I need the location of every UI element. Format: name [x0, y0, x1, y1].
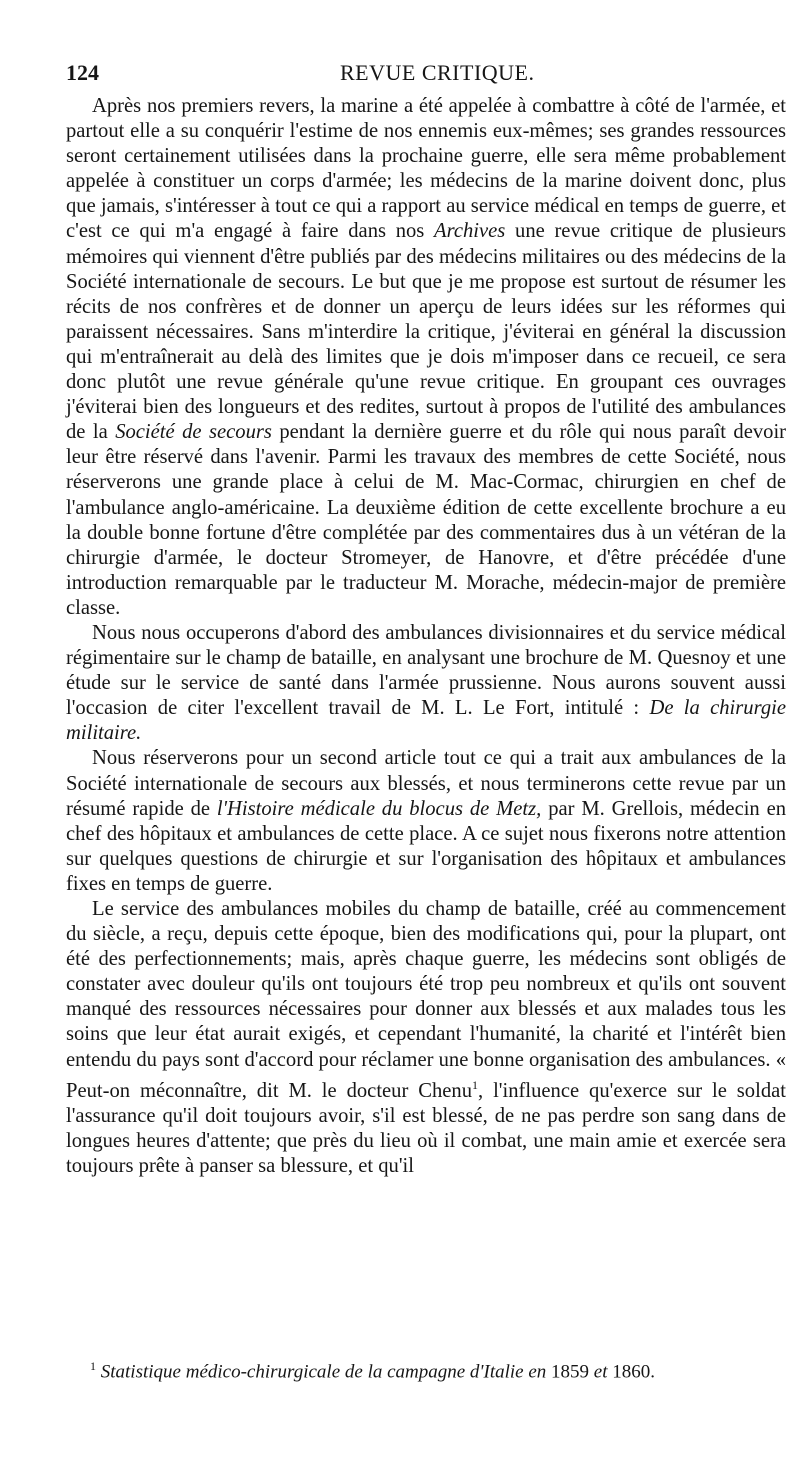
paragraph-2-text-a: Nous nous occuperons d'abord des ambulances divisionnaires et du service médical régimentaire sur le champ de bataille, en analysant une brochure de M. Quesnoy et une étude sur le service de santé dans l'armée prussienne. Nous aurons souvent aussi l'occasion de citer l'excellent travail de M. L. Le Fort, intitulé : — [66, 621, 786, 720]
footnote-title: Statistique médico-chirurgicale de la campagne d'Italie en — [100, 1361, 547, 1383]
paragraph-1 — [66, 94, 786, 621]
running-head — [66, 58, 786, 88]
page-number: 124 — [66, 60, 99, 85]
paragraph-1-italic-2: Société de secours — [115, 421, 272, 444]
paragraph-1-text-b: une revue critique de plusieurs mémoires qui viennent d'être publiés par des médecins militaires ou des médecins de la Société internationale de secours. Le but que je me propose est surtout de résumer les récits de nos confrères et de donner un aperçu de leurs idées sur les réformes qui paraissent nécessaires. Sans m'interdire la critique, j'éviterai en général la discussion qui m'entraînerait au delà des limites que je dois m'imposer dans ce recueil, ce sera donc plutôt une revue générale qu'une revue critique. En groupant ces ouvrages j'éviterai bien des longueurs et des redites, surtout à propos de l'utilité des ambulances de la — [66, 220, 786, 444]
paragraph-3-text-b: par M. Grellois, médecin en chef des hôpitaux et ambulances de cette place. A ce sujet nous fixerons notre attention sur quelques questions de chirurgie et sur l'organisation des hôpitaux et ambulances fixes en temps de guerre. — [66, 797, 787, 895]
footnote-year-1: 1859 — [551, 1361, 590, 1383]
paragraph-1-italic-1: Archives — [434, 220, 506, 243]
body-text — [66, 94, 786, 1179]
paragraph-2 — [66, 621, 786, 746]
footnote-mark: 1 — [90, 1359, 96, 1373]
footnote — [66, 1354, 786, 1384]
paragraph-1-text-c: pendant la dernière guerre et du rôle qui nous paraît devoir leur être réservé dans l'avenir. Parmi les travaux des membres de cette Société, nous réserverons une grande place à celui de M. Mac-Cormac, chirurgien en chef de l'ambulance anglo-américaine. La deuxième édition de cette excellente brochure a eu la double bonne fortune d'être complétée par des commentaires dus à un vétéran de la chirurgie d'armée, le docteur Stromeyer, de Hanovre, et d'être précédée d'une introduction remarquable par le traducteur M. Morache, médecin-major de première classe. — [66, 421, 787, 619]
running-title: REVUE CRITIQUE. — [340, 60, 535, 85]
footnote-year-2: 1860. — [612, 1361, 655, 1383]
footnote-conjunction: et — [593, 1361, 608, 1383]
footnote-reference-mark: 1 — [472, 1077, 479, 1092]
paragraph-4-text-a: Le service des ambulances mobiles du champ de bataille, créé au commencement du siècle, a reçu, depuis cette époque, bien des modifications qui, pour la plupart, ont été des perfectionnements; mais, après chaque guerre, les médecins sont obligés de constater avec douleur qu'ils ont toujours été trop peu nombreux et qu'ils ont souvent manqué des ressources nécessaires pour donner aux blessés et aux malades tous les soins que leur état aurait exigés, et cependant l'humanité, la charité et l'intérêt bien entendu du pays sont d'accord pour réclamer une bonne organisation des ambulances. « Peut-on méconnaître, dit M. le docteur Chenu — [66, 898, 786, 1102]
paragraph-1-text-a: Après nos premiers revers, la marine a été appelée à combattre à côté de l'armée, et partout elle a su conquérir l'estime de nos ennemis eux-mêmes; ses grandes ressources seront certainement utilisées dans la prochaine guerre, elle sera même probablement appelée à constituer un corps d'armée; les médecins de la marine doivent donc, plus que jamais, s'intéresser à tout ce qui a rapport au service médical en temps de guerre, et c'est ce qui m'a engagé à faire dans nos — [66, 95, 786, 243]
paragraph-2-italic-1: De la chirurgie militaire. — [66, 697, 786, 745]
paragraph-3-text-a: Nous réserverons pour un second article tout ce qui a trait aux ambulances de la Société internationale de secours aux blessés, et nous terminerons cette revue par un résumé rapide de — [66, 747, 786, 820]
paragraph-3 — [66, 746, 786, 897]
paragraph-4 — [66, 897, 786, 1179]
paragraph-4-text-b: , l'influence qu'exerce sur le soldat l'assurance qu'il doit toujours avoir, s'il est blessé, de ne pas perdre son sang dans de longues heures d'attente; que près du lieu où il combat, une main amie et exercée sera toujours prête à panser sa blessure, et qu'il — [66, 1079, 786, 1177]
paragraph-3-italic-1: l'Histoire médicale du blocus de Metz, — [216, 797, 542, 820]
